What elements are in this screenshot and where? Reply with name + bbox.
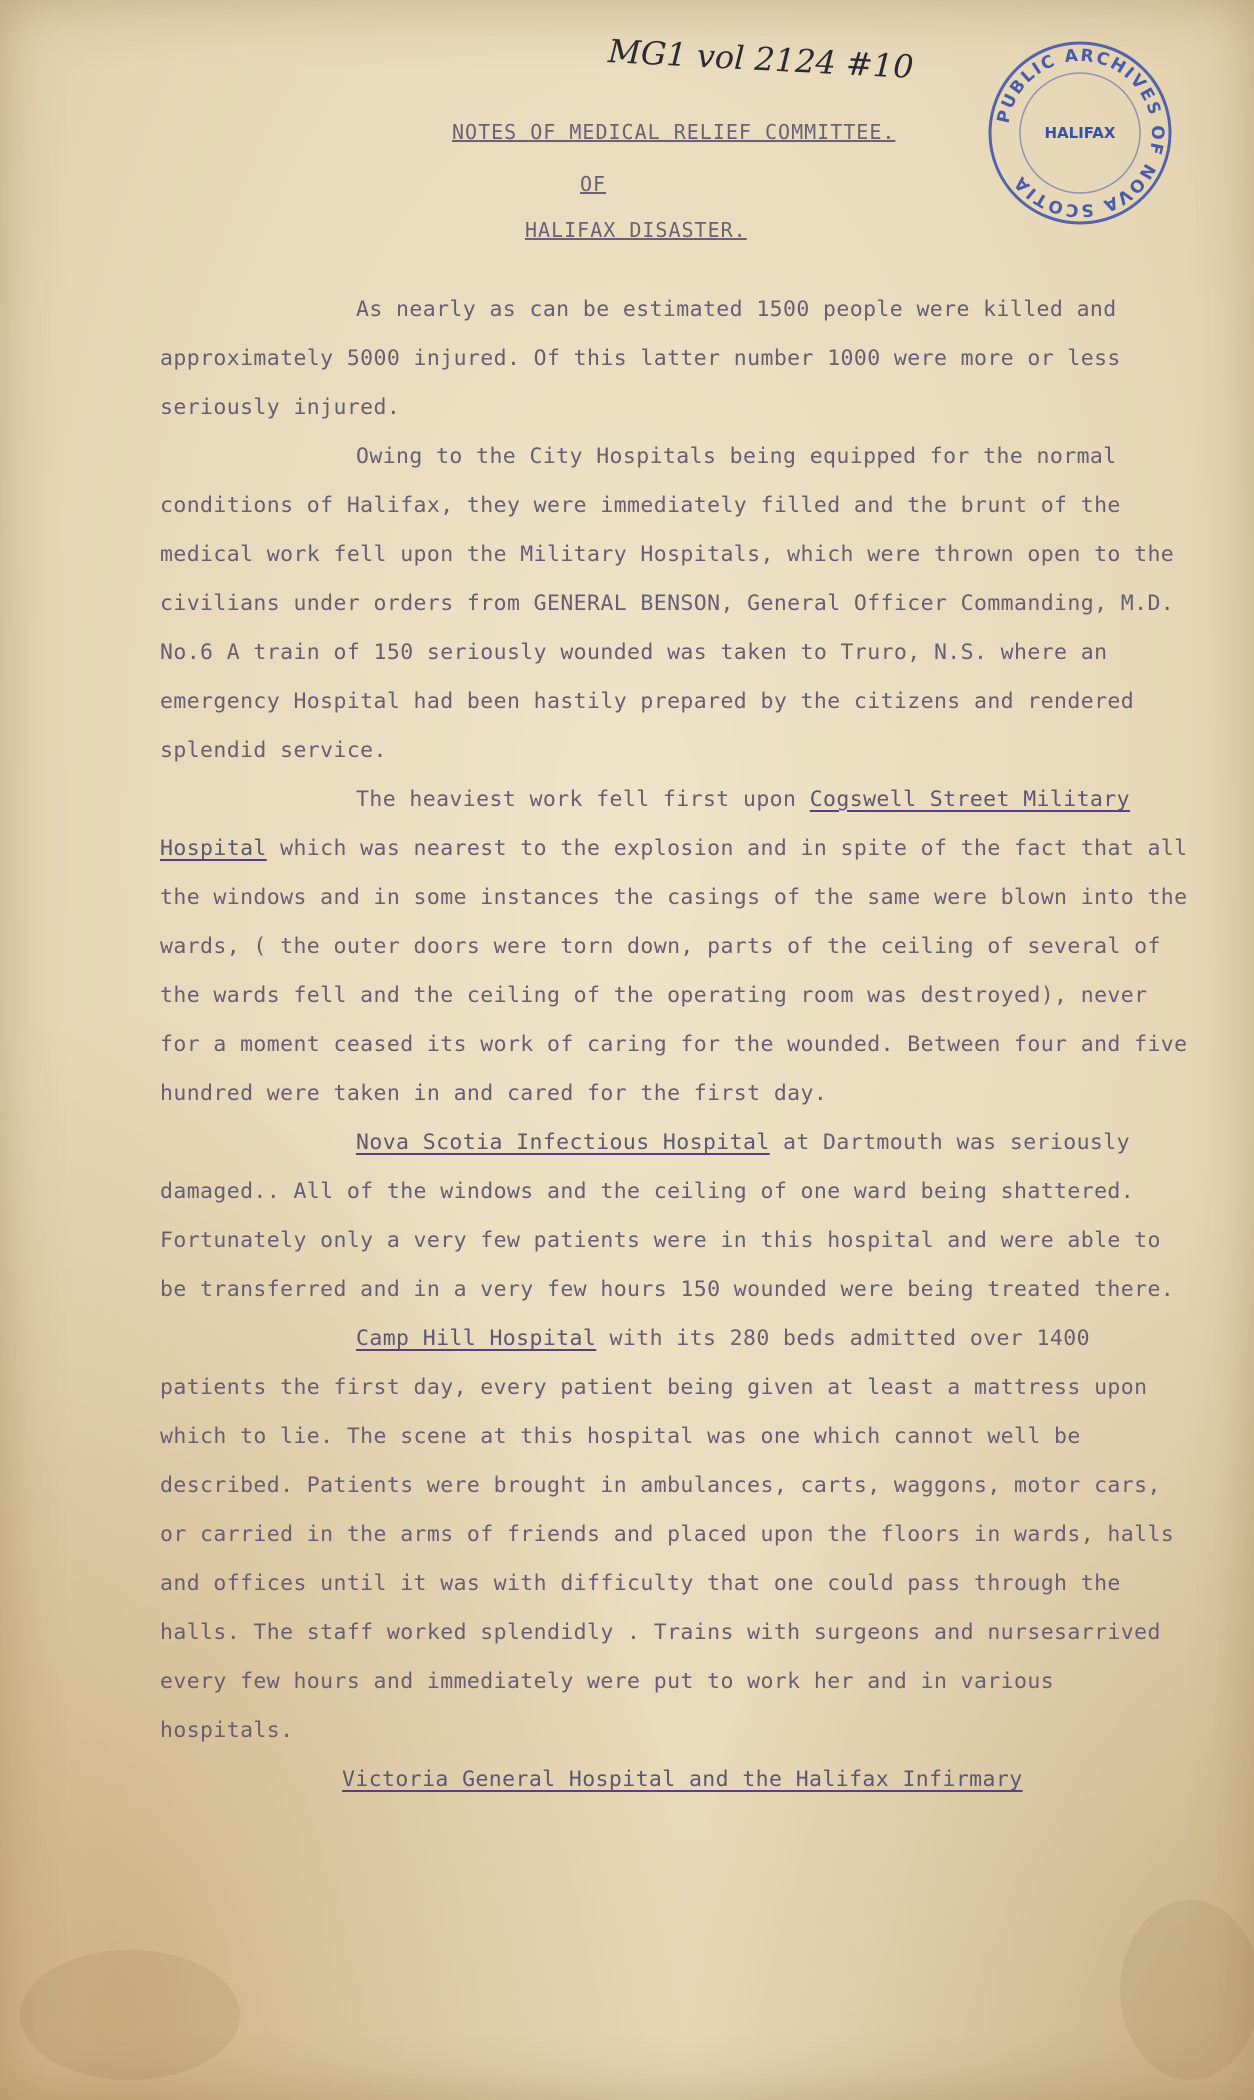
document-body <box>160 285 1200 1804</box>
hospital-name-infectious: Nova Scotia Infectious Hospital <box>356 1130 770 1155</box>
paragraph-casualties: As nearly as can be estimated 1500 people were killed and approximately 5000 injured. Of this latter number 1000 were more or less seriously injured. <box>160 297 1121 420</box>
hospital-name-cogswell: Cogswell Street Military Hospital <box>160 787 1130 861</box>
paragraph-infectious <box>160 1118 1200 1314</box>
stamp-outer-text: PUBLIC ARCHIVES OF NOVA SCOTIA <box>993 45 1168 221</box>
stain <box>1120 1900 1254 2080</box>
paragraph-city-hospitals: Owing to the City Hospitals being equipped for the normal conditions of Halifax, they were immediately filled and the brunt of the medical work fell upon the Military Hospitals, which were thrown open to the civilians under orders from GENERAL BENSON, General Officer Commanding, M.D. No.6 A train of 150 seriously wounded was taken to Truro, N.S. where an emergency Hospital had been hastily prepared by the citizens and rendered splendid service. <box>160 444 1175 763</box>
paragraph-camp-hill <box>160 1314 1200 1755</box>
archive-reference: MG1 vol 2124 #10 <box>607 32 915 86</box>
hospital-name-victoria: Victoria General Hospital and the Halifax Infirmary <box>342 1767 1023 1792</box>
paragraph-camp-hill-text: with its 280 beds admitted over 1400 patients the first day, every patient being given at least a mattress upon which to lie. The scene at this hospital was one which cannot well be described. Patients were brought in ambulances, carts, waggons, motor cars, or carried in the arms of friends and placed upon the floors in wards, halls and offices until it was with difficulty that one could pass through the halls. The staff worked splendidly . Trains with surgeons and nursesarrived every few hours and immediately were put to work her and in various hospitals. <box>160 1326 1175 1743</box>
paragraph-cogswell <box>160 775 1200 1118</box>
paragraph-victoria <box>160 1755 1200 1804</box>
paragraph-cogswell-text: which was nearest to the explosion and in spite of the fact that all the windows and in some instances the casings of the same were blown into the wards, ( the outer doors were torn down, parts of the ceiling of several of the wards fell and the ceiling of the operating room was destroyed), never for a moment ceased its work of caring for the wounded. Between four and five hundred were taken in and cared for the first day. <box>160 836 1188 1106</box>
archive-stamp <box>985 38 1175 228</box>
paragraph-infectious-text: at Dartmouth was seriously damaged.. All of the windows and the ceiling of one ward being shattered. Fortunately only a very few patients were in this hospital and were able to be transferred and in a very few hours 150 wounded were being treated there. <box>160 1130 1175 1302</box>
document-subtitle: HALIFAX DISASTER. <box>525 218 747 242</box>
document-title-of: OF <box>580 172 607 196</box>
stamp-graphic <box>985 38 1175 228</box>
hospital-name-camp-hill: Camp Hill Hospital <box>356 1326 597 1351</box>
paragraph-cogswell-intro: The heaviest work fell first upon <box>356 787 810 812</box>
stain <box>20 1950 240 2080</box>
document-title: NOTES OF MEDICAL RELIEF COMMITTEE. <box>452 120 896 144</box>
stamp-center-text: HALIFAX <box>1044 124 1116 142</box>
